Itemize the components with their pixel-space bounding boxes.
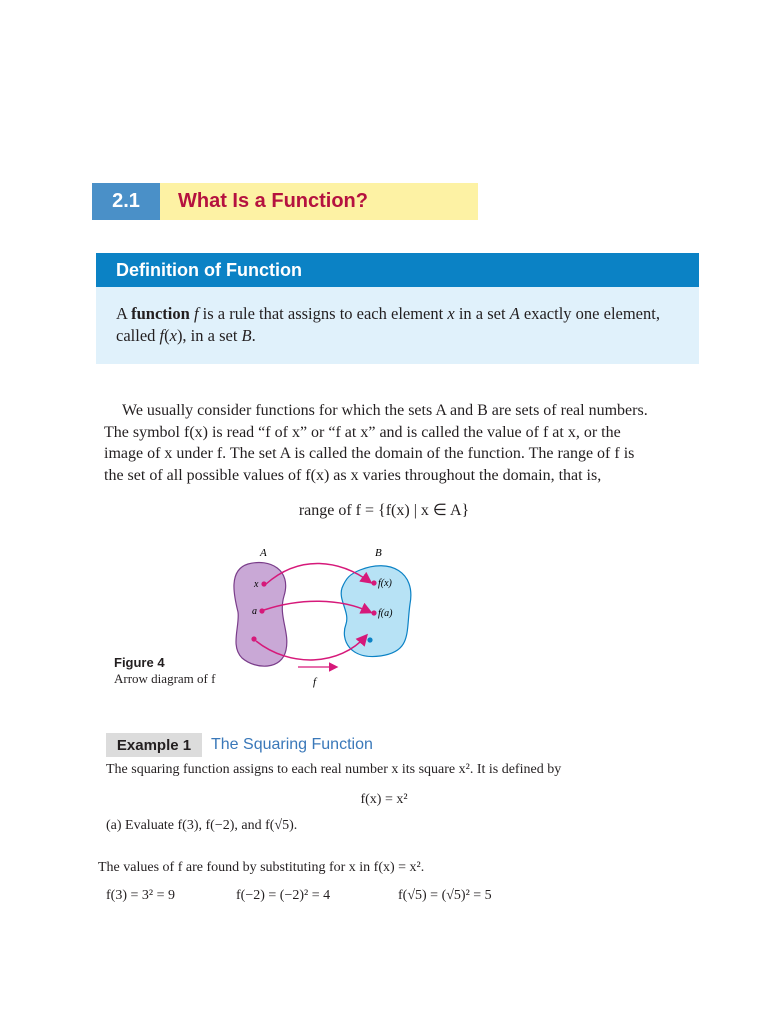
label-x: x: [254, 579, 259, 590]
figure-caption: [114, 655, 215, 687]
example-label: Example 1: [106, 733, 202, 757]
result-f-neg2: f(−2) = (−2)² = 4: [236, 888, 331, 903]
dot-fx: [371, 580, 376, 585]
example-text: The squaring function assigns to each real number x its square x². It is defined by: [106, 762, 562, 777]
definition-body: A function f is a rule that assigns to each element x in a set A exactly one element, called f(x), in a set B.: [96, 287, 699, 364]
paragraph-line-3: image of x under f. The set A is called the domain of the function. The range of f is: [104, 445, 635, 462]
dot-unmapped: [251, 636, 256, 641]
result-f3: f(3) = 3² = 9: [106, 888, 175, 903]
paragraph-line-1: We usually consider functions for which the sets A and B are sets of real numbers.: [122, 402, 648, 419]
label-f: f: [313, 676, 317, 688]
example-part-a: (a) Evaluate f(3), f(−2), and f(√5).: [106, 818, 298, 833]
figure-caption-text: Arrow diagram of f: [114, 671, 216, 686]
dot-a: [259, 608, 264, 613]
figure-caption-title: Figure 4: [114, 655, 165, 670]
section-title: What Is a Function?: [160, 183, 478, 220]
label-set-b: B: [375, 547, 382, 559]
example-title: The Squaring Function: [211, 736, 373, 753]
dot-b-extra: [367, 637, 372, 642]
range-formula: range of f = {f(x) | x ∈ A}: [298, 502, 470, 519]
definition-heading: Definition of Function: [96, 253, 699, 287]
section-number: 2.1: [92, 183, 160, 220]
label-fx: f(x): [378, 578, 392, 589]
arrow-diagram: [200, 540, 430, 690]
example-formula: f(x) = x²: [360, 792, 408, 807]
label-set-a: A: [260, 547, 267, 559]
label-fa: f(a): [378, 608, 393, 619]
dot-fa: [371, 610, 376, 615]
dot-x: [261, 581, 266, 586]
paragraph-line-4: the set of all possible values of f(x) as x varies throughout the domain, that is,: [104, 466, 602, 484]
body-paragraph: [104, 400, 684, 486]
solution-intro: The values of f are found by substituting for x in f(x) = x².: [98, 860, 425, 875]
paragraph-line-2: The symbol f(x) is read “f of x” or “f at x” and is called the value of f at x, or the: [104, 423, 621, 441]
set-a-blob: [234, 562, 287, 666]
result-f-sqrt5: f(√5) = (√5)² = 5: [398, 888, 492, 903]
label-a: a: [252, 606, 257, 617]
set-b-blob: [341, 566, 411, 657]
